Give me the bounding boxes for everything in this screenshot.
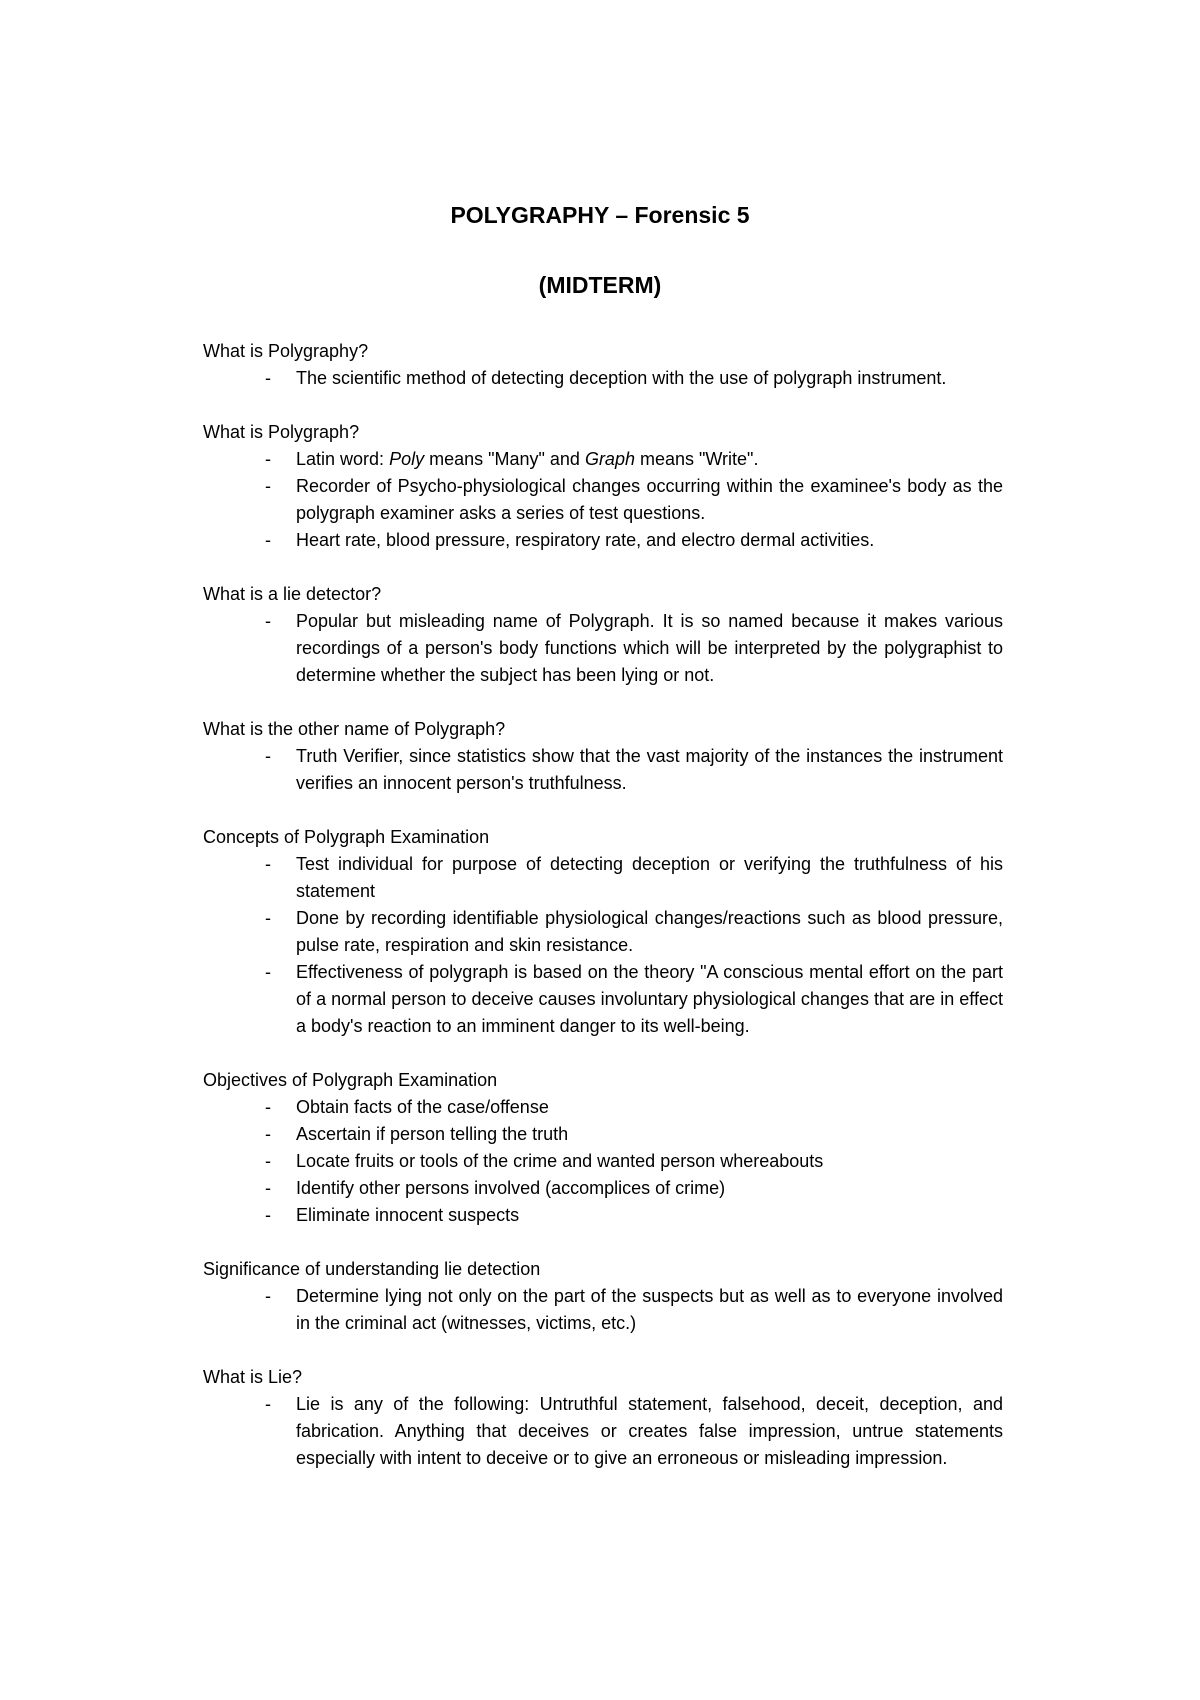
section-what-is-polygraph xyxy=(203,419,1003,554)
bullet-item: - Eliminate innocent suspects xyxy=(296,1202,1003,1229)
section-lie-detector xyxy=(203,581,1003,689)
bullet-item-latin-word: - Latin word: Poly means "Many" and Graph means "Write". xyxy=(296,446,1003,473)
section-objectives xyxy=(203,1067,1003,1229)
section-heading: Concepts of Polygraph Examination xyxy=(203,827,490,847)
bullet-item: - The scientific method of detecting deception with the use of polygraph instrument. xyxy=(296,365,1003,392)
bullet-list xyxy=(203,446,1003,554)
section-what-is-polygraphy xyxy=(203,338,1003,392)
bullet-item: - Popular but misleading name of Polygraph. It is so named because it makes various recordings of a person's body functions which will be interpreted by the polygraphist to determine whether the subject has been lying or not. xyxy=(296,608,1003,689)
section-heading: Objectives of Polygraph Examination xyxy=(203,1070,498,1090)
bullet-item: - Obtain facts of the case/offense xyxy=(296,1094,1003,1121)
document-subtitle: (MIDTERM) xyxy=(538,272,662,298)
section-concepts xyxy=(203,824,1003,1040)
bullet-item: - Recorder of Psycho-physiological changes occurring within the examinee's body as the polygraph examiner asks a series of test questions. xyxy=(296,473,1003,527)
bullet-list xyxy=(203,743,1003,797)
bullet-list xyxy=(203,365,1003,392)
section-heading: Significance of understanding lie detection xyxy=(203,1259,541,1279)
bullet-list xyxy=(203,851,1003,1040)
section-significance xyxy=(203,1256,1003,1337)
bullet-item: - Locate fruits or tools of the crime and wanted person whereabouts xyxy=(296,1148,1003,1175)
section-heading: What is the other name of Polygraph? xyxy=(203,719,506,739)
bullet-item: - Truth Verifier, since statistics show that the vast majority of the instances the instrument verifies an innocent person's truthfulness. xyxy=(296,743,1003,797)
section-heading: What is Polygraphy? xyxy=(203,341,369,361)
bullet-item: - Identify other persons involved (accomplices of crime) xyxy=(296,1175,1003,1202)
section-heading: What is Polygraph? xyxy=(203,422,360,442)
bullet-list xyxy=(203,1391,1003,1472)
document-title: POLYGRAPHY – Forensic 5 xyxy=(450,202,750,228)
bullet-item: - Lie is any of the following: Untruthful statement, falsehood, deceit, deception, and fabrication. Anything that deceives or creates false impression, untrue statements especially with intent to deceive or to give an erroneous or misleading impression. xyxy=(296,1391,1003,1472)
bullet-item: - Test individual for purpose of detecting deception or verifying the truthfulness of his statement xyxy=(296,851,1003,905)
bullet-list xyxy=(203,608,1003,689)
bullet-item: - Done by recording identifiable physiological changes/reactions such as blood pressure, pulse rate, respiration and skin resistance. xyxy=(296,905,1003,959)
section-heading: What is a lie detector? xyxy=(203,584,382,604)
section-heading: What is Lie? xyxy=(203,1367,303,1387)
section-other-name xyxy=(203,716,1003,797)
bullet-item: - Effectiveness of polygraph is based on the theory "A conscious mental effort on the part of a normal person to deceive causes involuntary physiological changes that are in effect a body's reaction to an imminent danger to its well-being. xyxy=(296,959,1003,1040)
bullet-item: - Determine lying not only on the part of the suspects but as well as to everyone involved in the criminal act (witnesses, victims, etc.) xyxy=(296,1283,1003,1337)
bullet-item: - Ascertain if person telling the truth xyxy=(296,1121,1003,1148)
document-body xyxy=(203,338,1003,1499)
section-what-is-lie xyxy=(203,1364,1003,1472)
bullet-list xyxy=(203,1283,1003,1337)
bullet-item: - Heart rate, blood pressure, respiratory rate, and electro dermal activities. xyxy=(296,527,1003,554)
bullet-list xyxy=(203,1094,1003,1229)
